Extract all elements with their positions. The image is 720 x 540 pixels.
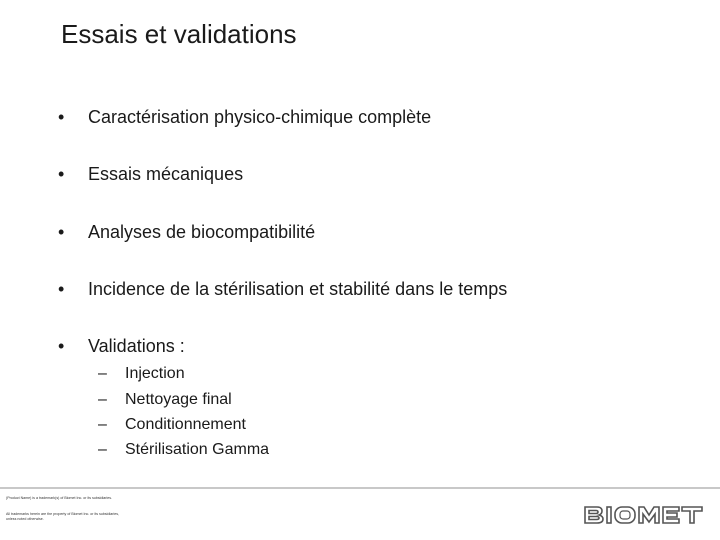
sub-item-text: Stérilisation Gamma bbox=[125, 441, 270, 458]
sub-item bbox=[98, 416, 246, 434]
bullet-text: Validations : bbox=[88, 336, 185, 356]
bullet-glyph: • bbox=[58, 336, 65, 356]
sub-item bbox=[98, 391, 232, 409]
dash-glyph: – bbox=[98, 441, 107, 458]
footer-fine-print: (Product Name) is a trademark(s) of Biomet Inc. or its subsidiaries. bbox=[6, 496, 113, 500]
bullet-text: Caractérisation physico-chimique complète bbox=[88, 107, 432, 127]
slide-title: Essais et validations bbox=[61, 19, 297, 49]
bullet-text: Essais mécaniques bbox=[88, 164, 244, 184]
dash-glyph: – bbox=[98, 416, 107, 433]
bullet-text: Analyses de biocompatibilité bbox=[88, 222, 316, 242]
footer-fine-print: unless noted otherwise. bbox=[6, 517, 44, 521]
dash-glyph: – bbox=[98, 391, 107, 408]
sub-item-text: Nettoyage final bbox=[125, 391, 232, 408]
bullet-item bbox=[58, 279, 507, 300]
bullet-glyph: • bbox=[58, 164, 65, 184]
bullet-item bbox=[58, 222, 315, 243]
bullet-glyph: • bbox=[58, 222, 65, 242]
sub-item-text: Conditionnement bbox=[125, 416, 246, 433]
bullet-glyph: • bbox=[58, 107, 65, 127]
sub-item bbox=[98, 441, 269, 459]
bullet-item bbox=[58, 164, 243, 185]
bullet-item bbox=[58, 336, 185, 357]
dash-glyph: – bbox=[98, 365, 107, 382]
bullet-glyph: • bbox=[58, 279, 65, 299]
bullet-text: Incidence de la stérilisation et stabilité dans le temps bbox=[88, 279, 508, 299]
sub-item bbox=[98, 365, 185, 383]
footer-divider bbox=[0, 487, 720, 489]
biomet-logo bbox=[583, 505, 705, 525]
sub-item-text: Injection bbox=[125, 365, 185, 382]
bullet-item bbox=[58, 107, 431, 128]
footer-fine-print: All trademarks herein are the property of Biomet Inc. or its subsidiaries, bbox=[6, 512, 120, 516]
